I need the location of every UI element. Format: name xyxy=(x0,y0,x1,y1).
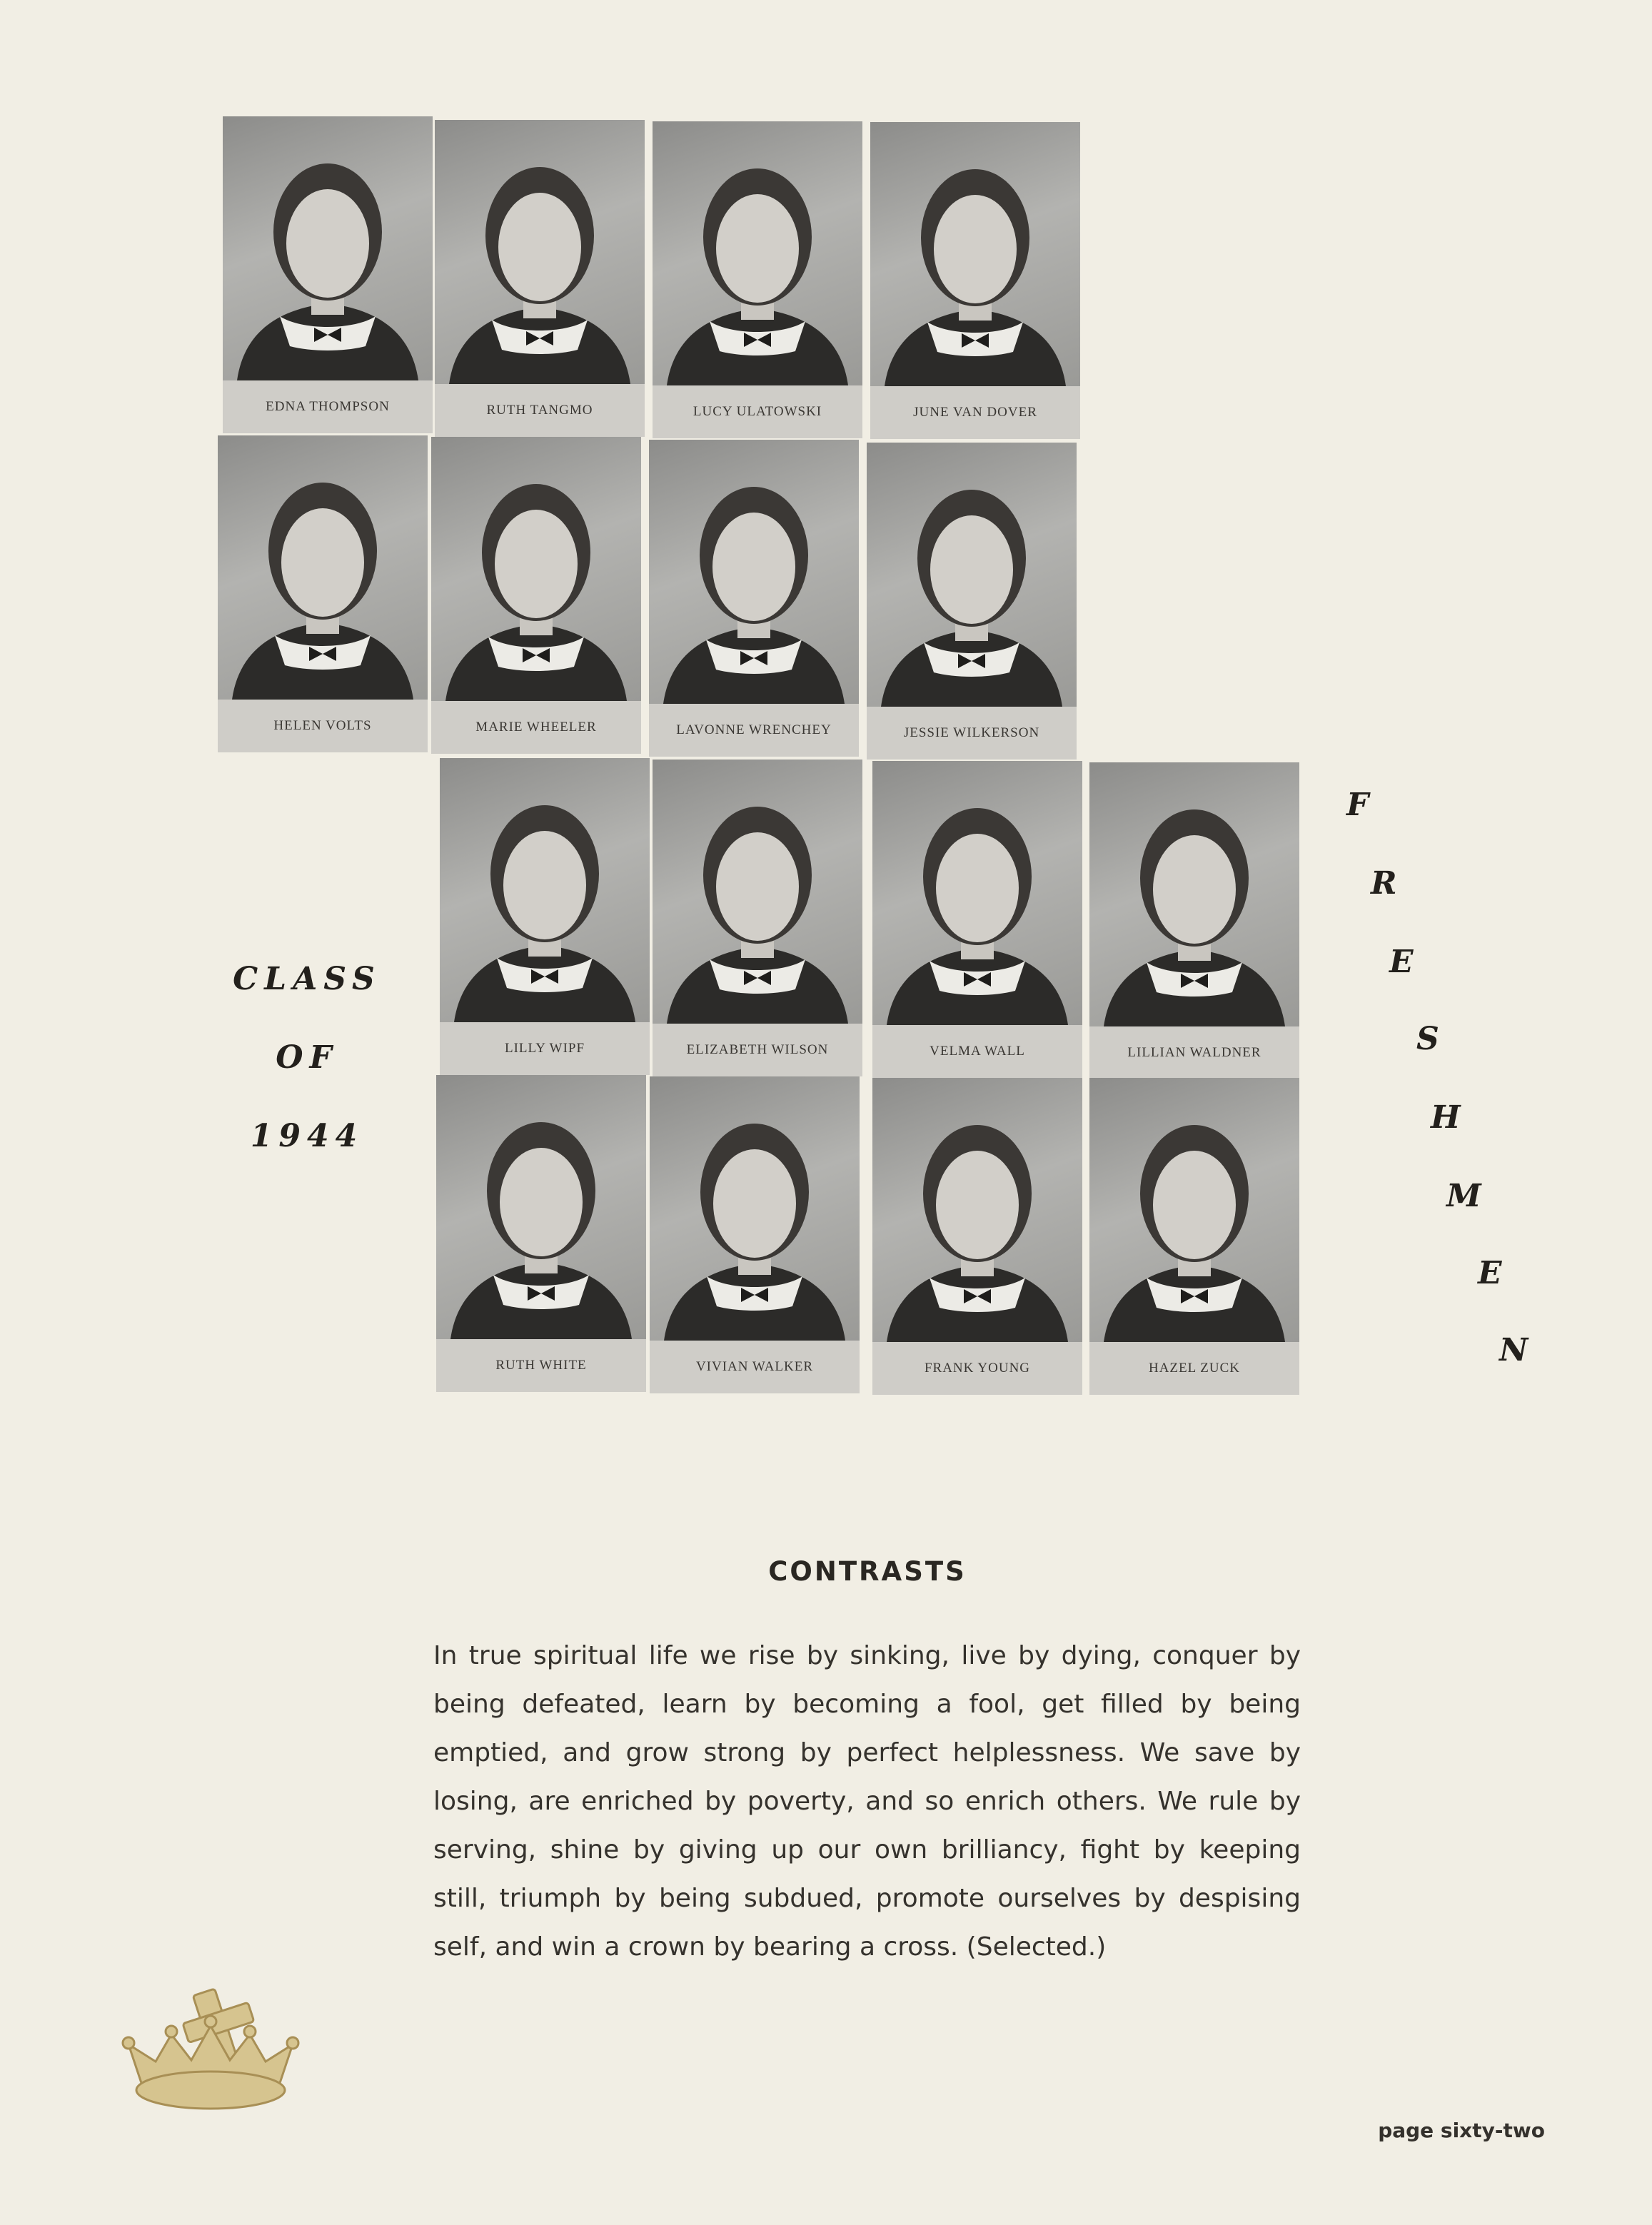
student-name: LAVONNE WRENCHEY xyxy=(649,704,859,757)
portrait-photo xyxy=(872,761,1082,1025)
portrait-silhouette xyxy=(223,116,433,380)
student-name: FRANK YOUNG xyxy=(872,1342,1082,1395)
portrait-tile xyxy=(872,761,1082,1082)
class-title-year: 1944 xyxy=(250,1118,364,1154)
student-name: RUTH WHITE xyxy=(436,1339,646,1392)
portrait-tile xyxy=(223,116,433,438)
crown-cross-icon xyxy=(121,1976,300,2119)
portrait-silhouette xyxy=(872,761,1082,1025)
portrait-photo xyxy=(870,122,1080,386)
portrait-tile xyxy=(872,1078,1082,1399)
student-name: HELEN VOLTS xyxy=(218,700,428,752)
student-name: JESSIE WILKERSON xyxy=(867,707,1077,760)
class-title-line: CLASS xyxy=(233,961,381,997)
portrait-tile xyxy=(436,1075,646,1396)
portrait-silhouette xyxy=(440,758,650,1022)
portrait-photo xyxy=(650,1076,860,1341)
portrait-photo xyxy=(653,121,862,385)
student-name: EDNA THOMPSON xyxy=(223,380,433,433)
portrait-silhouette xyxy=(1089,1078,1299,1342)
portrait-silhouette xyxy=(435,120,645,384)
portrait-tile xyxy=(649,440,859,761)
portrait-photo xyxy=(435,120,645,384)
portrait-photo xyxy=(653,760,862,1024)
freshmen-letter: E xyxy=(1389,944,1414,980)
student-name: VIVIAN WALKER xyxy=(650,1341,860,1393)
student-name: MARIE WHEELER xyxy=(431,701,641,754)
portrait-photo xyxy=(872,1078,1082,1342)
portrait-tile xyxy=(431,437,641,758)
portrait-tile xyxy=(653,760,862,1081)
portrait-tile xyxy=(870,122,1080,443)
portrait-silhouette xyxy=(649,440,859,704)
portrait-silhouette xyxy=(870,122,1080,386)
portrait-silhouette xyxy=(436,1075,646,1339)
portrait-silhouette xyxy=(872,1078,1082,1342)
portrait-silhouette xyxy=(218,435,428,700)
student-name: ELIZABETH WILSON xyxy=(653,1024,862,1076)
portrait-silhouette xyxy=(653,760,862,1024)
portrait-photo xyxy=(440,758,650,1022)
article-heading: CONTRASTS xyxy=(768,1556,967,1587)
student-name: VELMA WALL xyxy=(872,1025,1082,1078)
article-body: In true spiritual life we rise by sinking, live by dying, conquer by being defeated, learn by becoming a fool, get filled by being emptied, and grow strong by perfect helplessness. We save by losing, are enriched by poverty, and so enrich others. We rule by serving, shine by giving up our own brilliancy, fight by keeping still, triumph by being subdued, promote ourselves by despising self, and win a crown by bearing a cross. (Selected.) xyxy=(433,1641,1301,1962)
student-name: RUTH TANGMO xyxy=(435,384,645,437)
portrait-photo xyxy=(867,443,1077,707)
portrait-tile xyxy=(440,758,650,1079)
portrait-tile xyxy=(218,435,428,757)
portrait-tile xyxy=(435,120,645,441)
portrait-silhouette xyxy=(431,437,641,701)
page-number: page sixty-two xyxy=(1378,2119,1545,2142)
class-title-line: OF xyxy=(276,1039,338,1076)
freshmen-letter: M xyxy=(1446,1178,1481,1214)
portrait-photo xyxy=(218,435,428,700)
portrait-tile xyxy=(1089,1078,1299,1399)
freshmen-letter: H xyxy=(1431,1099,1461,1136)
student-name: LILLIAN WALDNER xyxy=(1089,1026,1299,1079)
student-name: LILLY WIPF xyxy=(440,1022,650,1075)
portrait-silhouette xyxy=(867,443,1077,707)
portrait-photo xyxy=(649,440,859,704)
portrait-silhouette xyxy=(650,1076,860,1341)
freshmen-letter: F xyxy=(1346,787,1369,823)
freshmen-letter: N xyxy=(1499,1332,1528,1368)
portrait-tile xyxy=(650,1076,860,1398)
portrait-tile xyxy=(867,443,1077,764)
portrait-photo xyxy=(223,116,433,380)
portrait-photo xyxy=(436,1075,646,1339)
portrait-tile xyxy=(653,121,862,443)
student-name: JUNE VAN DOVER xyxy=(870,386,1080,439)
freshmen-letter: E xyxy=(1478,1255,1502,1291)
portrait-silhouette xyxy=(653,121,862,385)
portrait-photo xyxy=(431,437,641,701)
freshmen-letter: R xyxy=(1371,865,1397,902)
portrait-photo xyxy=(1089,1078,1299,1342)
portrait-silhouette xyxy=(1089,762,1299,1026)
freshmen-letter: S xyxy=(1416,1021,1439,1057)
portrait-photo xyxy=(1089,762,1299,1026)
portrait-tile xyxy=(1089,762,1299,1084)
student-name: LUCY ULATOWSKI xyxy=(653,385,862,438)
student-name: HAZEL ZUCK xyxy=(1089,1342,1299,1395)
